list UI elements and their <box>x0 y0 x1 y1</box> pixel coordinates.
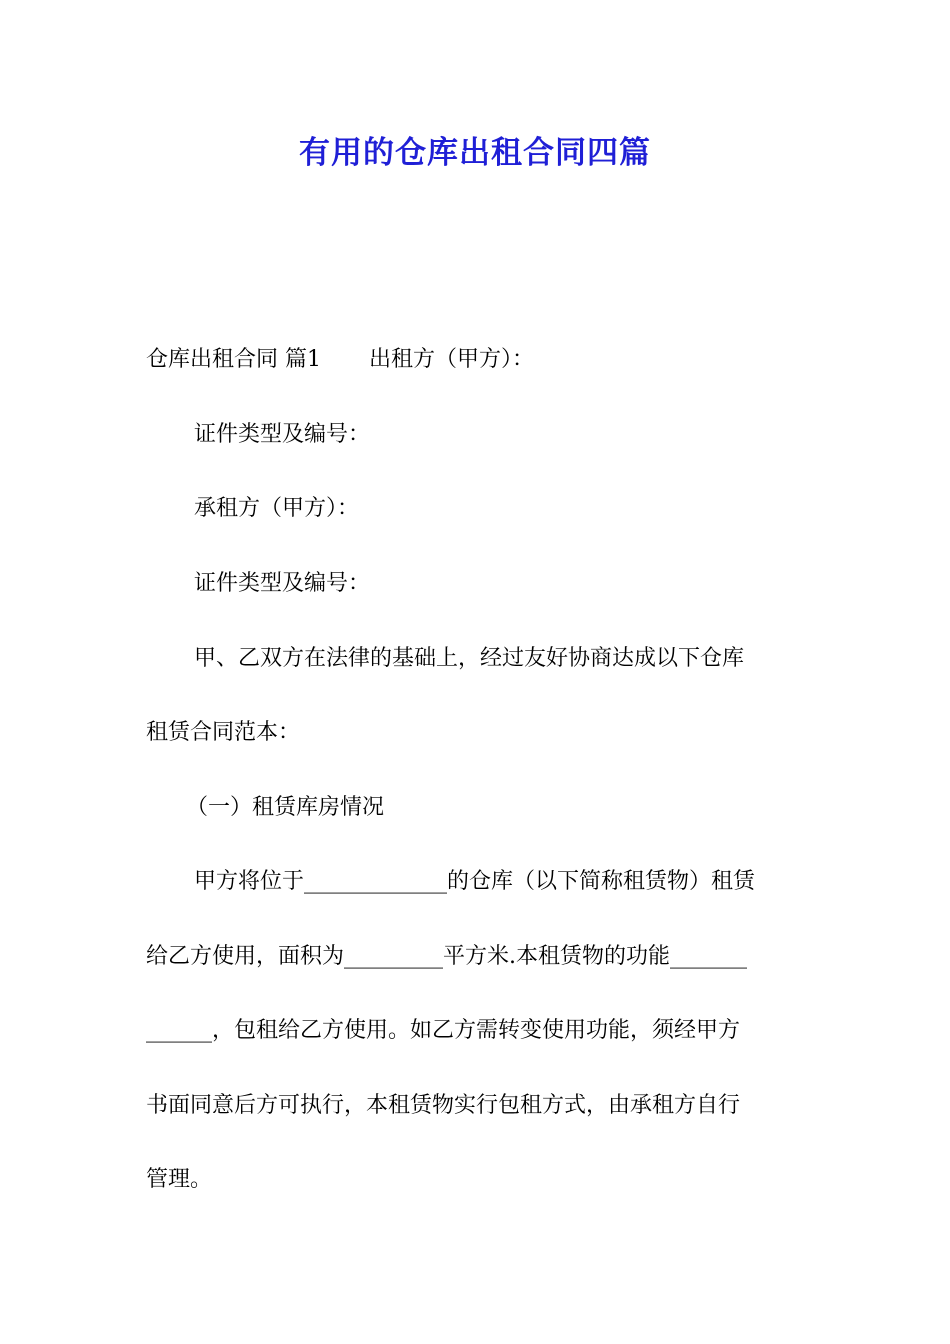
paragraph-line: 承租方（甲方）： <box>194 496 360 521</box>
lessor-label: 出租方（甲方）： <box>369 347 535 372</box>
paragraph-line: 租赁合同范本： <box>146 720 301 745</box>
paragraph-line: 管理。 <box>146 1167 213 1192</box>
paragraph-line: 给乙方使用，面积为_________平方米.本租赁物的功能_______ <box>146 944 747 969</box>
paragraph-line: 书面同意后方可执行，本租赁物实行包租方式，由承租方自行 <box>146 1093 741 1118</box>
contract-heading-line <box>146 342 806 378</box>
document-title: 有用的仓库出租合同四篇 <box>299 135 651 171</box>
paragraph-line: 甲方将位于_____________的仓库（以下简称租赁物）租赁 <box>194 869 756 894</box>
contract-section-label: 仓库出租合同 篇1 <box>146 347 321 372</box>
paragraph-line: 甲、乙双方在法律的基础上，经过友好协商达成以下仓库 <box>194 646 745 671</box>
paragraph-line: ______，包租给乙方使用。如乙方需转变使用功能，须经甲方 <box>146 1018 741 1043</box>
paragraph-line: 证件类型及编号： <box>194 571 371 596</box>
section-heading: （一）租赁库房情况 <box>186 795 385 820</box>
paragraph-line: 证件类型及编号： <box>194 422 371 447</box>
